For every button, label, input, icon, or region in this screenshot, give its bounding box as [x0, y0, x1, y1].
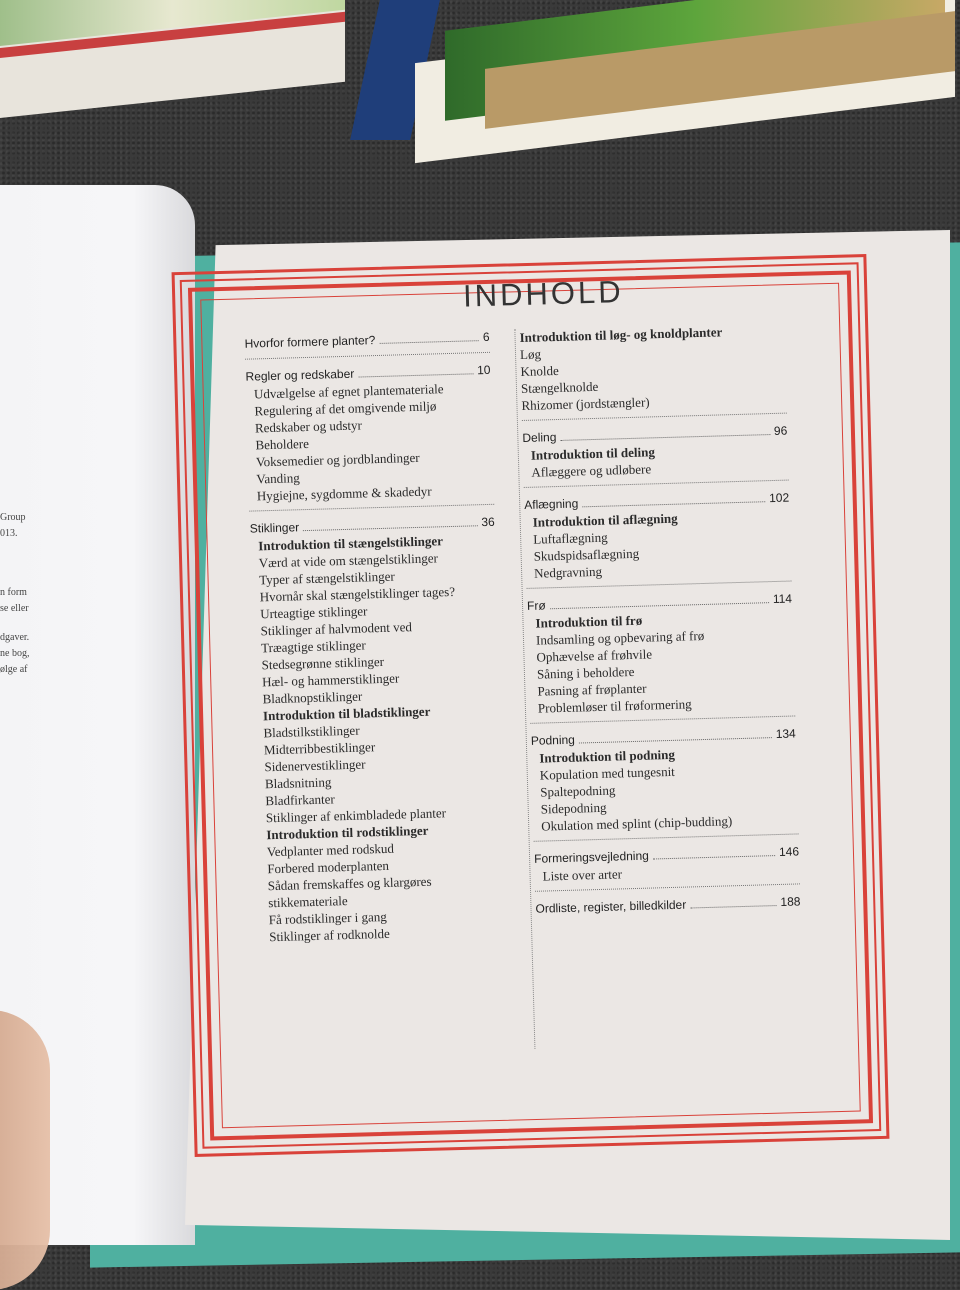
toc-section: [244, 330, 490, 360]
dot-leader: [690, 905, 776, 908]
toc-entry: Træagtige stiklinger: [260, 637, 366, 656]
toc-section: [531, 726, 799, 841]
toc-entry: Problemløser til frøformering: [537, 696, 692, 716]
toc-section-heading: [244, 330, 489, 351]
toc-entry: Vedplanter med rodskud: [266, 840, 395, 860]
page-number: 10: [476, 362, 491, 378]
page-number: 36: [481, 514, 495, 530]
toc-entry: Typer af stængelstiklinger: [259, 568, 395, 588]
toc-entry: Regulering af det omgivende miljø: [254, 398, 437, 419]
page-number: 6: [482, 329, 490, 345]
toc-entry: Sådan fremskaffes og klargøres: [267, 873, 432, 894]
dot-leader: [579, 737, 772, 743]
toc-entry: Spaltepodning: [540, 782, 616, 800]
toc-entry: Pasning af frøplanter: [537, 680, 647, 699]
toc-entry: Forbered moderplanten: [267, 857, 390, 877]
toc-entry: Kopulation med tungesnit: [539, 763, 676, 783]
toc-entry: Sidepodning: [540, 799, 607, 817]
dot-leader: [653, 855, 775, 859]
toc-entry: Bladsnitning: [264, 774, 332, 792]
toc-entry: Redskaber og udstyr: [254, 417, 363, 436]
left-page-text: n form: [0, 587, 27, 598]
toc-entry: Introduktion til aflægning: [532, 510, 678, 530]
toc-entry: Liste over arter: [542, 866, 623, 884]
toc-entry: Beholdere: [255, 435, 310, 453]
background-book-pile: [345, 0, 960, 140]
section-title: Stiklinger: [249, 520, 300, 536]
toc-entry: stikkemateriale: [268, 893, 348, 911]
section-title: Deling: [522, 430, 557, 445]
hand: [0, 1010, 50, 1290]
toc-section: [250, 515, 507, 952]
toc-entry: Hygiejne, sygdomme & skadedyr: [256, 483, 432, 504]
toc-left-column: [244, 330, 506, 962]
toc-entry: Vanding: [256, 470, 300, 487]
toc-section: [527, 592, 795, 724]
toc-entry: Få rodstiklinger i gang: [268, 908, 387, 928]
toc-entry: Introduktion til stængelstiklinger: [258, 533, 444, 554]
section-title: Frø: [526, 598, 546, 613]
table-of-contents: [233, 268, 855, 1074]
toc-entry: Skudspidsaflægning: [533, 545, 640, 564]
toc-entry: Sidenervestiklinger: [264, 756, 366, 775]
page-number: 146: [778, 844, 800, 859]
toc-entry: Bladfirkanter: [265, 791, 335, 809]
toc-section: [535, 894, 801, 923]
left-page-text: se eller: [0, 603, 29, 614]
background-book-stack: [0, 0, 345, 118]
left-page-text: 013.: [0, 528, 18, 539]
toc-entry: Aflæggere og udløbere: [531, 461, 652, 480]
toc-section: [524, 491, 791, 589]
toc-section: [519, 322, 786, 421]
toc-entry: Introduktion til løg- og knoldplanter: [519, 324, 723, 346]
toc-entry: Midterribbestiklinger: [263, 739, 376, 758]
toc-entry: Stiklinger af enkimbladede planter: [265, 805, 447, 826]
page-title: INDHOLD: [462, 274, 625, 314]
toc-entry: Udvælgelse af egnet plantemateriale: [253, 381, 444, 402]
page-number: 96: [773, 423, 788, 438]
left-page-text: Group: [0, 512, 26, 523]
toc-entry: Stiklinger af halvmodent ved: [260, 619, 413, 639]
toc-entry: Ophævelse af frøhvile: [536, 646, 653, 665]
section-title: Ordliste, register, billedkilder: [535, 897, 687, 916]
toc-right-column: [514, 322, 804, 1049]
toc-entry: Løg: [519, 346, 542, 363]
page-number: 134: [775, 726, 796, 742]
toc-entry: Hæl- og hammerstiklinger: [261, 670, 400, 690]
dot-leader: [582, 501, 765, 507]
toc-section: [534, 844, 800, 891]
toc-entry: Voksemedier og jordblandinger: [255, 449, 420, 470]
toc-entry: Luftaflægning: [533, 529, 608, 547]
page-number: 114: [772, 591, 793, 607]
toc-entry: Urteagtige stiklinger: [259, 603, 368, 622]
dot-leader: [303, 525, 477, 531]
toc-entry: Stedsegrønne stiklinger: [261, 653, 385, 673]
toc-entry: Bladknopstiklinger: [262, 688, 363, 707]
toc-entry: Værd at vide om stængelstiklinger: [258, 550, 439, 571]
toc-entry: Bladstilkstiklinger: [263, 722, 360, 741]
left-page-text: ne bog,: [0, 648, 30, 659]
toc-entry: Introduktion til rodstiklinger: [266, 822, 429, 843]
toc-entry: Introduktion til deling: [530, 444, 656, 463]
dot-leader: [379, 340, 479, 344]
toc-entry: Hvornår skal stængelstiklinger tages?: [259, 583, 456, 605]
toc-entry: Introduktion til bladstiklinger: [262, 703, 431, 724]
toc-entry: Knolde: [520, 362, 560, 380]
toc-entry: Indsamling og opbevaring af frø: [535, 627, 705, 648]
toc-entry: Stængelknolde: [520, 378, 599, 396]
dot-leader: [358, 373, 473, 377]
section-title: Regler og redskaber: [245, 366, 355, 384]
section-title: Formeringsvejledning: [533, 848, 650, 866]
page-number: 102: [768, 490, 790, 506]
left-page-text: dgaver.: [0, 632, 30, 643]
toc-section-heading: [535, 894, 800, 915]
dot-leader: [560, 434, 770, 441]
section-title: Aflægning: [524, 496, 579, 512]
toc-entry: Okulation med splint (chip-budding): [541, 813, 733, 834]
section-title: Podning: [530, 732, 576, 748]
toc-entry: Introduktion til frø: [535, 612, 643, 631]
toc-entry: Introduktion til podning: [539, 746, 676, 766]
page-number: 188: [780, 894, 801, 909]
left-page-text: ølge af: [0, 664, 28, 675]
toc-entry: Såning i beholdere: [536, 663, 635, 682]
toc-section: [522, 424, 788, 488]
toc-entry: Stiklinger af rodknolde: [269, 925, 390, 945]
toc-section: [245, 363, 494, 512]
section-title: Hvorfor formere planter?: [244, 333, 376, 351]
toc-entry: Nedgravning: [533, 563, 603, 581]
toc-entry: Rhizomer (jordstængler): [521, 394, 650, 413]
